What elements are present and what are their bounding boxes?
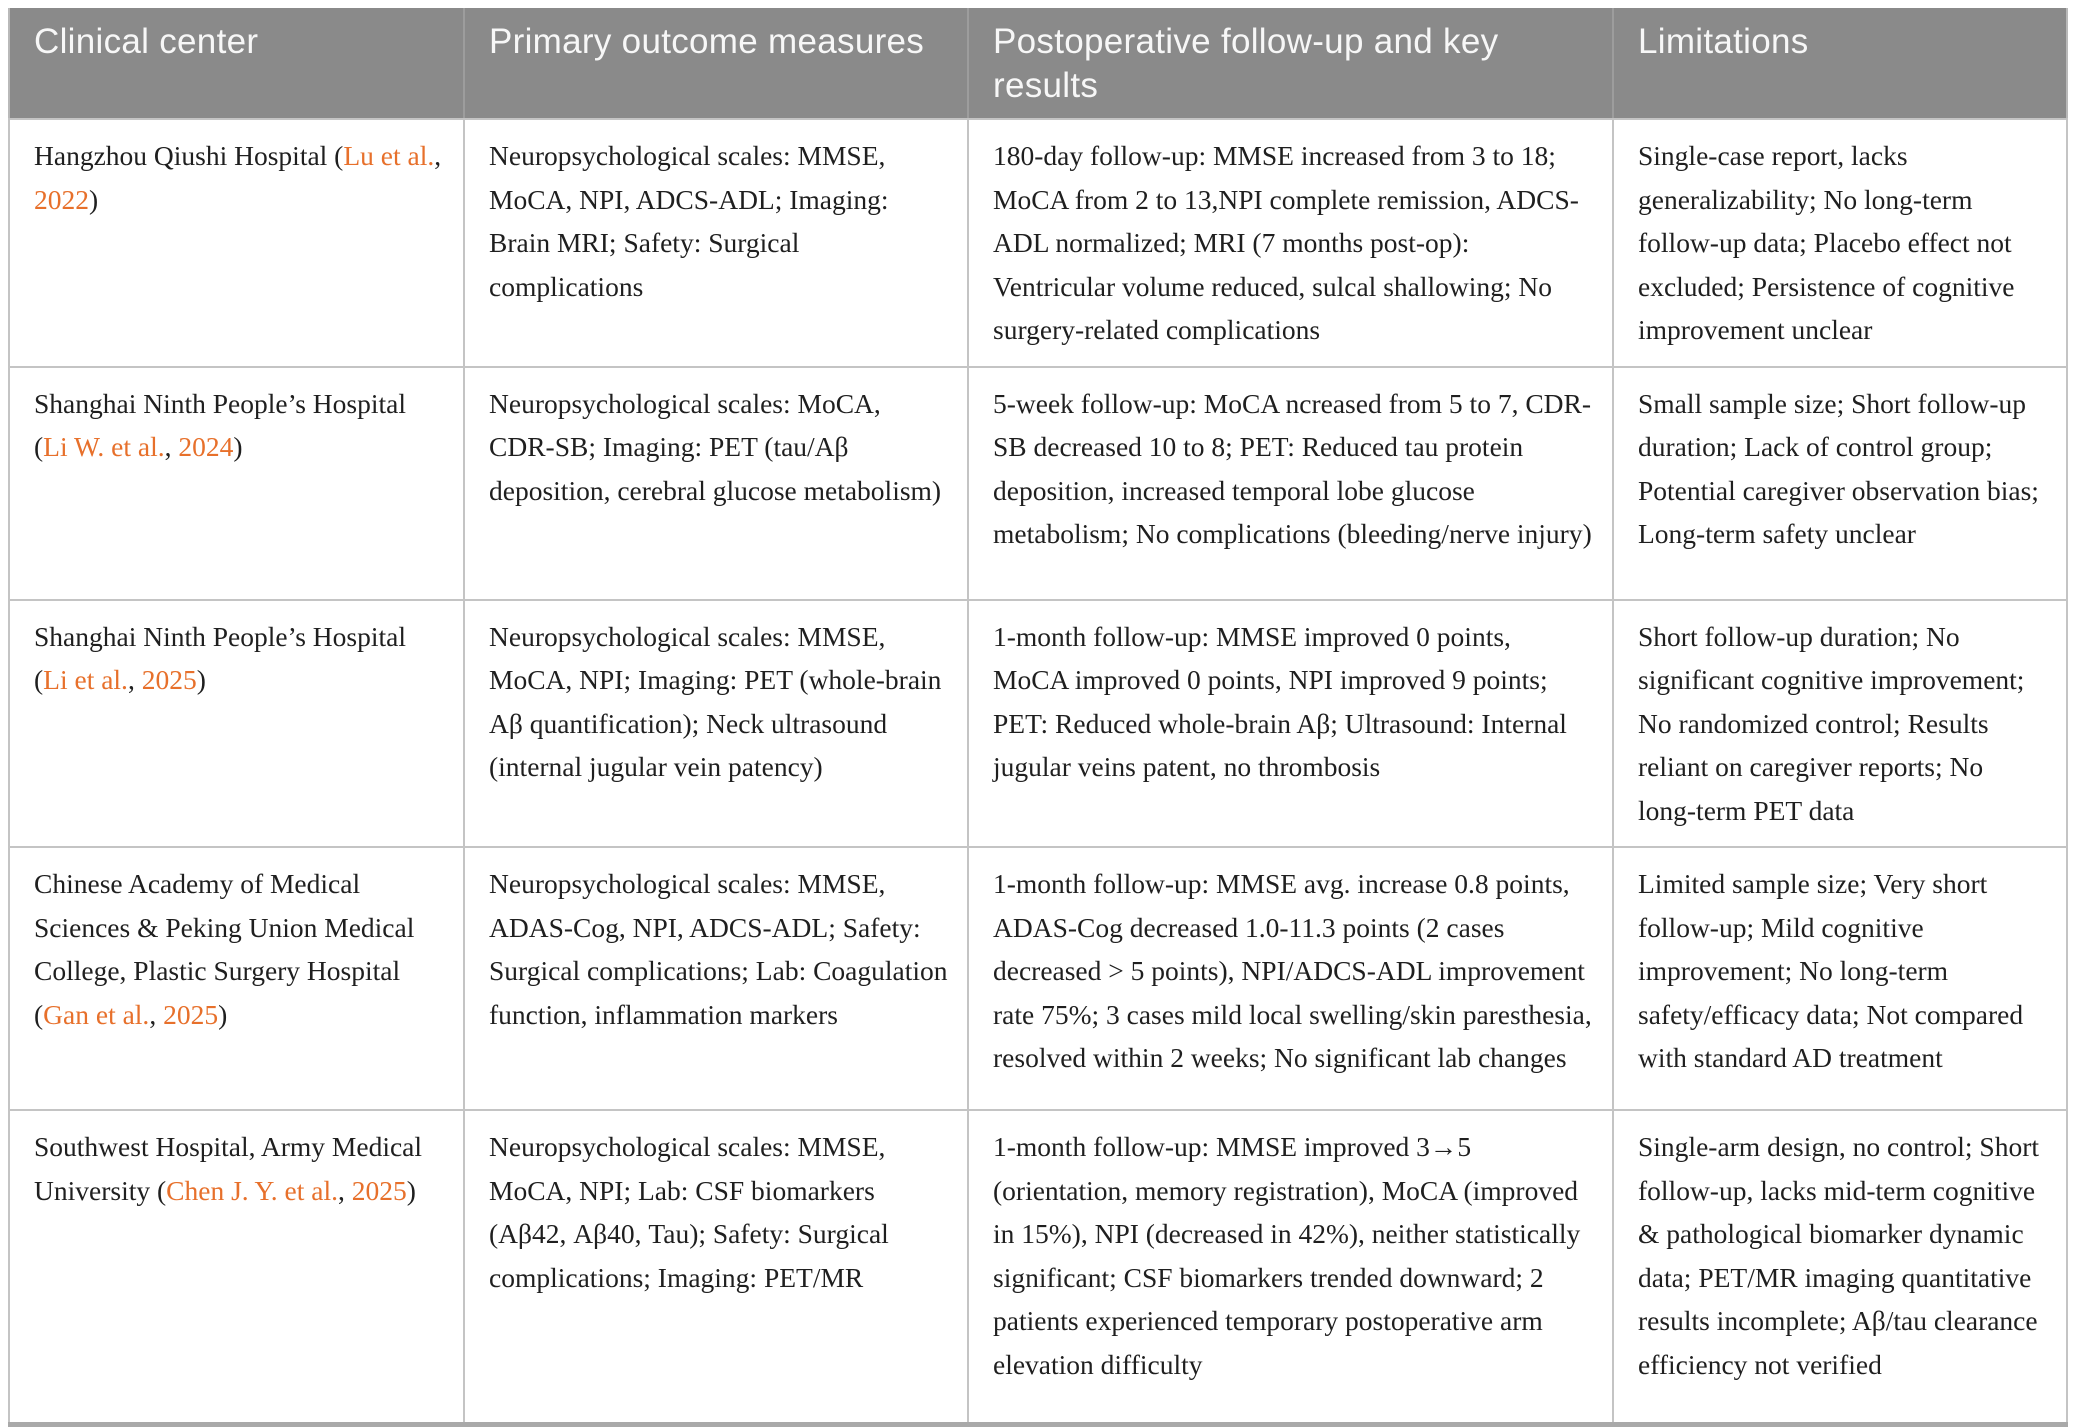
text-segment: , [127,664,142,695]
text-segment: Shanghai Ninth People’s Hospital ( [34,387,406,462]
cell-followup-results: 180-day follow-up: MMSE increased from 3 to 18; MoCA from 2 to 13,NPI complete remission, ADCS-ADL normalized; MRI (7 months post-op): Ventricular volume reduced, sulcal shallowing; No surgery-related complications [968,119,1613,367]
table-body [9,119,2067,1424]
cell-followup-results: 1-month follow-up: MMSE avg. increase 0.8 points, ADAS-Cog decreased 1.0-11.3 points (2 cases decreased > 5 points), NPI/ADCS-ADL improvement rate 75%; 3 cases mild local swelling/skin paresthesia, resolved within 2 weeks; No significant lab changes [968,847,1613,1110]
cell-limitations: Limited sample size; Very short follow-up; Mild cognitive improvement; No long-term safety/efficacy data; Not compared with standard AD treatment [1613,847,2067,1110]
header-row [9,8,2067,119]
text-segment: , [164,431,179,462]
cell-clinical-center [9,119,464,367]
citation-link[interactable]: 2025 [141,664,197,695]
cell-followup-results: 1-month follow-up: MMSE improved 3→5 (orientation, memory registration), MoCA (improved in 15%), NPI (decreased in 42%), neither statistically significant; CSF biomarkers trended downward; 2 patients experienced temporary postoperative arm elevation difficulty [968,1110,1613,1424]
table-row [9,1110,2067,1424]
clinical-studies-table [8,8,2068,1427]
citation-link[interactable]: 2024 [178,431,234,462]
text-segment: , [149,998,164,1030]
table-row [9,847,2067,1110]
citation-link[interactable]: Li W. et al. [43,431,165,462]
citation-link[interactable]: 2025 [163,998,219,1030]
text-segment: ) [89,183,99,215]
cell-clinical-center [9,600,464,848]
cell-limitations: Single-case report, lacks generalizability; No long-term follow-up data; Placebo effect not excluded; Persistence of cognitive improvement unclear [1613,119,2067,367]
text-segment: Shanghai Ninth People’s Hospital ( [34,620,406,695]
table-container [8,8,2066,1427]
text-segment: Southwest Hospital, Army Medical University ( [34,1131,423,1206]
text-segment: ) [233,431,243,462]
cell-clinical-center [9,367,464,600]
text-segment: ) [196,664,206,695]
cell-primary-outcome-measures: Neuropsychological scales: MMSE, ADAS-Cog, NPI, ADCS-ADL; Safety: Surgical complications; Lab: Coagulation function, inflammation markers [464,847,968,1110]
text-segment: ) [218,998,228,1030]
column-header-clinical-center: Clinical center [9,8,464,119]
text-segment: Chinese Academy of Medical Sciences & Peking Union Medical College, Plastic Surgery Hospital ( [34,868,415,1030]
citation-link[interactable]: Li et al. [43,664,128,695]
text-segment: Hangzhou Qiushi Hospital ( [34,140,344,171]
text-segment: , [338,1174,352,1206]
cell-primary-outcome-measures: Neuropsychological scales: MMSE, MoCA, NPI; Lab: CSF biomarkers (Aβ42, Aβ40, Tau); Safety: Surgical complications; Imaging: PET/MR [464,1110,968,1424]
column-header-followup-results: Postoperative follow-up and key results [968,8,1613,119]
cell-limitations: Single-arm design, no control; Short follow-up, lacks mid-term cognitive & pathological biomarker dynamic data; PET/MR imaging quantitative results incomplete; Aβ/tau clearance efficiency not verified [1613,1110,2067,1424]
cell-followup-results: 1-month follow-up: MMSE improved 0 points, MoCA improved 0 points, NPI improved 9 points; PET: Reduced whole-brain Aβ; Ultrasound: Internal jugular veins patent, no thrombosis [968,600,1613,848]
cell-clinical-center [9,1110,464,1424]
citation-link[interactable]: Lu et al. [343,140,435,171]
table-header [9,8,2067,119]
cell-followup-results: 5-week follow-up: MoCA ncreased from 5 to 7, CDR-SB decreased 10 to 8; PET: Reduced tau protein deposition, increased temporal lobe glucose metabolism; No complications (bleeding/nerve injury) [968,367,1613,600]
table-row [9,367,2067,600]
citation-link[interactable]: 2022 [34,183,89,215]
text-segment: ) [406,1174,416,1206]
cell-primary-outcome-measures: Neuropsychological scales: MMSE, MoCA, NPI; Imaging: PET (whole-brain Aβ quantification); Neck ultrasound (internal jugular vein patency) [464,600,968,848]
table-row [9,119,2067,367]
column-header-limitations: Limitations [1613,8,2067,119]
citation-link[interactable]: Gan et al. [43,998,150,1030]
citation-link[interactable]: 2025 [351,1174,407,1206]
column-header-primary-outcome-measures: Primary outcome measures [464,8,968,119]
text-segment: , [434,140,442,171]
cell-primary-outcome-measures: Neuropsychological scales: MMSE, MoCA, NPI, ADCS-ADL; Imaging: Brain MRI; Safety: Surgical complications [464,119,968,367]
table-row [9,600,2067,848]
citation-link[interactable]: Chen J. Y. et al. [166,1174,339,1206]
cell-clinical-center [9,847,464,1110]
cell-primary-outcome-measures: Neuropsychological scales: MoCA, CDR-SB; Imaging: PET (tau/Aβ deposition, cerebral glucose metabolism) [464,367,968,600]
cell-limitations: Small sample size; Short follow-up duration; Lack of control group; Potential caregiver observation bias; Long-term safety unclear [1613,367,2067,600]
cell-limitations: Short follow-up duration; No significant cognitive improvement; No randomized control; Results reliant on caregiver reports; No long-term PET data [1613,600,2067,848]
